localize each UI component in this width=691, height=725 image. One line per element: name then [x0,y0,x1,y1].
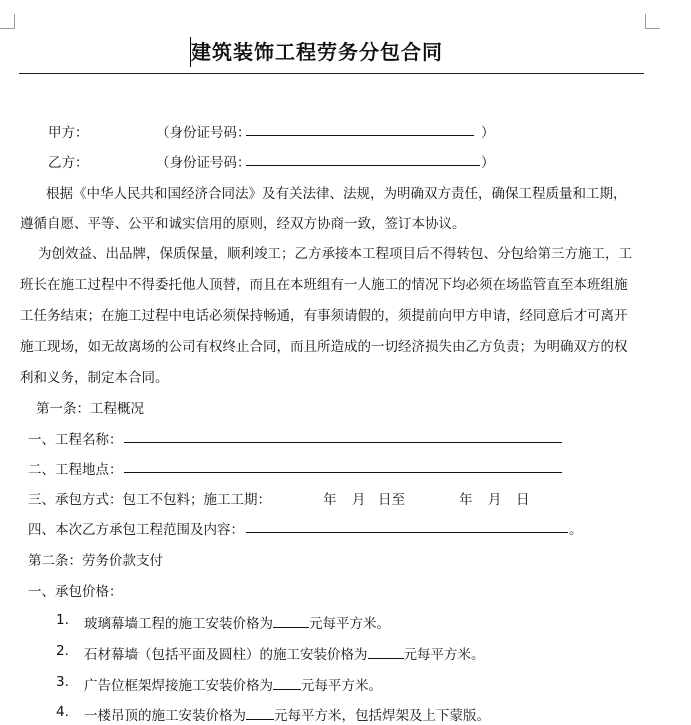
article-2-heading: 第二条：劳务价款支付 [28,553,163,569]
scope-end: 。 [569,522,583,538]
price-item-unit: 元每平方米。 [309,616,390,632]
paragraph-1-line: 根据《中华人民共和国经济合同法》及有关法律、法规，为明确双方责任，确保工程质量和工期， [46,186,627,202]
price-item-2 [84,643,485,663]
party-a-id-field[interactable] [246,121,474,140]
scope-label: 四、本次乙方承包工程范围及内容： [28,522,244,538]
article-1-heading: 第一条：工程概况 [36,401,144,417]
price-item-text: 广告位框架焊接施工安装价格为 [84,678,273,694]
paragraph-2-line: 为创效益、出品牌，保质保量，顺利竣工；乙方承接本工程项目后不得转包、分包给第三方施工，工 [38,246,632,262]
price-item-unit: 元每平方米。 [301,678,382,694]
start-month-label: 月 [352,492,366,508]
price-blank[interactable] [273,675,301,690]
party-a-label: 甲方： [48,125,89,141]
price-item-number: 3. [56,674,69,690]
party-b-label: 乙方： [48,155,89,171]
project-location-field[interactable] [124,458,562,477]
price-item-number: 4. [56,704,69,720]
contract-method-label: 三、承包方式：包工不包料；施工工期： [28,492,271,508]
party-b-id-field[interactable] [246,151,480,170]
title-underline [19,73,644,74]
price-item-3 [84,674,382,694]
price-item-text: 玻璃幕墙工程的施工安装价格为 [84,616,273,632]
party-b-id-label: （身份证号码： [156,155,251,171]
start-day-to-label: 日至 [378,492,405,508]
end-day-label: 日 [516,492,530,508]
party-a-id-close: ） [481,125,495,141]
price-item-number: 1. [56,612,69,628]
price-item-4 [84,704,490,724]
document-title[interactable]: 建筑装饰工程劳务分包合同 [191,40,443,64]
project-name-label: 一、工程名称： [28,432,123,448]
price-item-unit: 元每平方米，包括焊架及上下蒙版。 [274,708,490,724]
party-a-id-label: （身份证号码： [156,125,251,141]
price-item-text: 一楼吊顶的施工安装价格为 [84,708,246,724]
price-blank[interactable] [368,644,404,659]
party-b-id-close: ） [481,155,495,171]
price-item-unit: 元每平方米。 [403,647,485,663]
project-name-field[interactable] [124,428,562,447]
paragraph-2-line: 班长在施工过程中不得委托他人顶替，而且在本班组有一人施工的情况下均必须在场监管直至本班组施 [20,277,628,293]
price-item-number: 2. [56,643,69,659]
paragraph-1-line: 遵循自愿、平等、公平和诚实信用的原则，经双方协商一致，签订本协议。 [20,216,466,232]
price-heading: 一、承包价格： [28,584,123,600]
scope-field[interactable] [246,518,568,537]
paragraph-2-line: 工任务结束；在施工过程中电话必须保持畅通，有事须请假的，须提前向甲方申请，经同意后才可离开 [20,308,628,324]
start-year-label: 年 [323,492,337,508]
project-location-label: 二、工程地点： [28,462,123,478]
paragraph-2-line: 施工现场，如无故离场的公司有权终止合同，而且所造成的一切经济损失由乙方负责；为明确双方的权 [20,339,628,355]
end-month-label: 月 [488,492,502,508]
crop-mark-top-right [645,14,660,29]
price-blank[interactable] [246,705,274,720]
price-item-text: 石材幕墙（包括平面及圆柱）的施工安装价格为 [84,647,368,663]
end-year-label: 年 [459,492,473,508]
crop-mark-top-left [0,14,15,29]
price-item-1 [84,612,390,632]
paragraph-2-line: 利和义务，制定本合同。 [20,370,169,386]
price-blank[interactable] [273,613,309,628]
